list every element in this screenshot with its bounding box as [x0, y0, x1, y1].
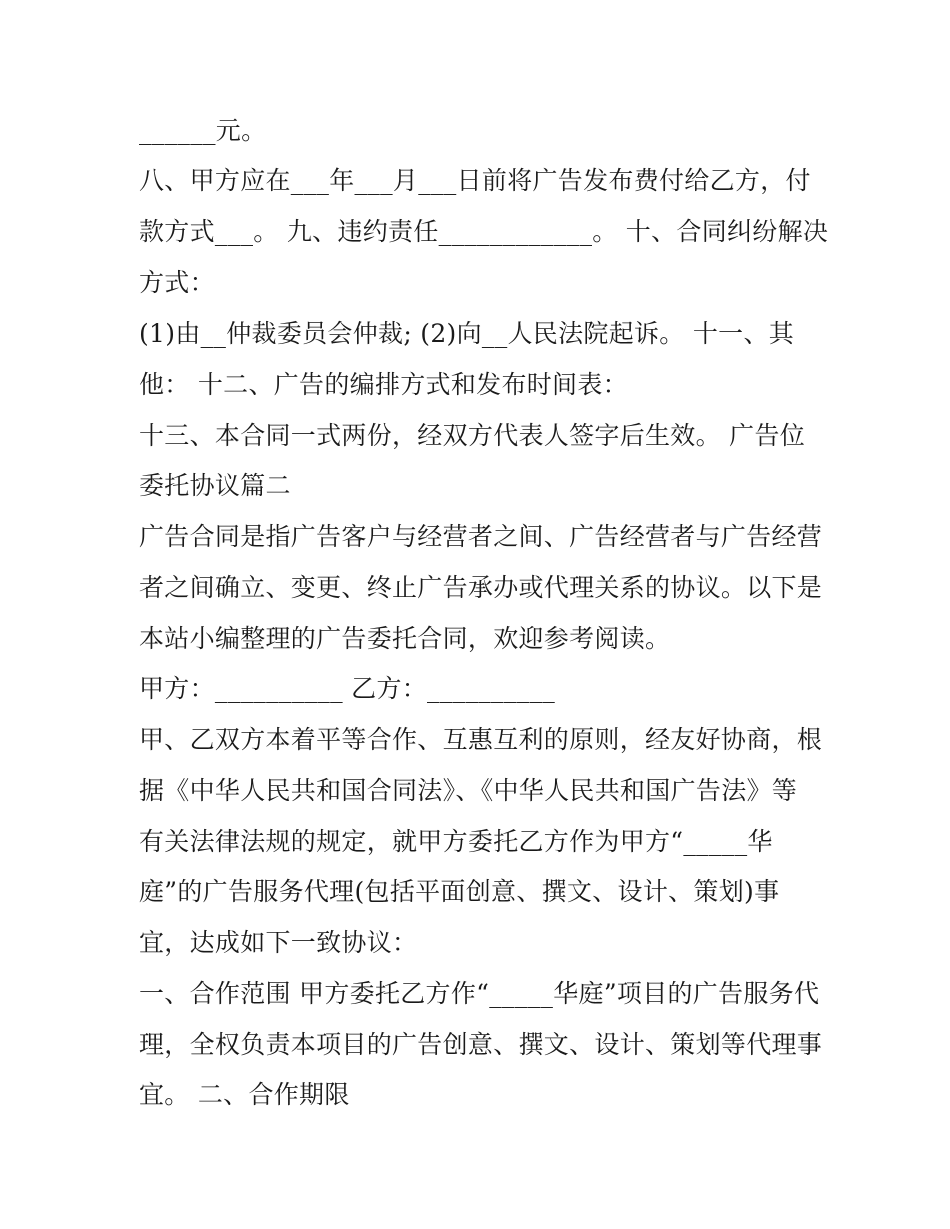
text-line: 他： 十二、广告的编排方式和发布时间表： — [139, 370, 628, 399]
text-line: 本站小编整理的广告委托合同，欢迎参考阅读。 — [139, 624, 671, 653]
text-line: 款方式___。 九、违约责任____________。 十、合同纠纷解决 — [139, 217, 829, 246]
text-line: 宜，达成如下一致协议： — [139, 928, 418, 957]
text-line: (1)由__仲裁委员会仲裁; (2)向__人民法院起诉。 十一、其 — [139, 319, 795, 348]
text-line: 者之间确立、变更、终止广告承办或代理关系的协议。以下是 — [139, 573, 823, 602]
section-heading: 委托协议篇二 — [139, 471, 291, 500]
text-line: 宜。 二、合作期限 — [139, 1080, 350, 1109]
text-line: 广告合同是指广告客户与经营者之间、广告经营者与广告经营 — [139, 522, 823, 551]
text-line: ______元。 — [139, 116, 267, 145]
text-line: 一、合作范围 甲方委托乙方作“_____华庭”项目的广告服务代 — [139, 979, 820, 1008]
text-line: 甲、乙双方本着平等合作、互惠互利的原则，经友好协商，根 — [139, 725, 823, 754]
text-line: 庭”的广告服务代理(包括平面创意、撰文、设计、策划)事 — [139, 877, 780, 906]
text-line: 理，全权负责本项目的广告创意、撰文、设计、策划等代理事 — [139, 1030, 823, 1059]
text-line: 八、甲方应在___年___月___日前将广告发布费付给乙方，付 — [139, 166, 811, 195]
text-line: 有关法律法规的规定，就甲方委托乙方作为甲方“_____华 — [139, 827, 773, 856]
party-line: 甲方：__________ 乙方：__________ — [139, 674, 556, 703]
text-line: 方式： — [139, 268, 215, 297]
text-line: 十三、本合同一式两份，经双方代表人签字后生效。 广告位 — [139, 421, 806, 450]
text-line: 据《中华人民共和国合同法》、《中华人民共和国广告法》等 — [139, 776, 798, 805]
